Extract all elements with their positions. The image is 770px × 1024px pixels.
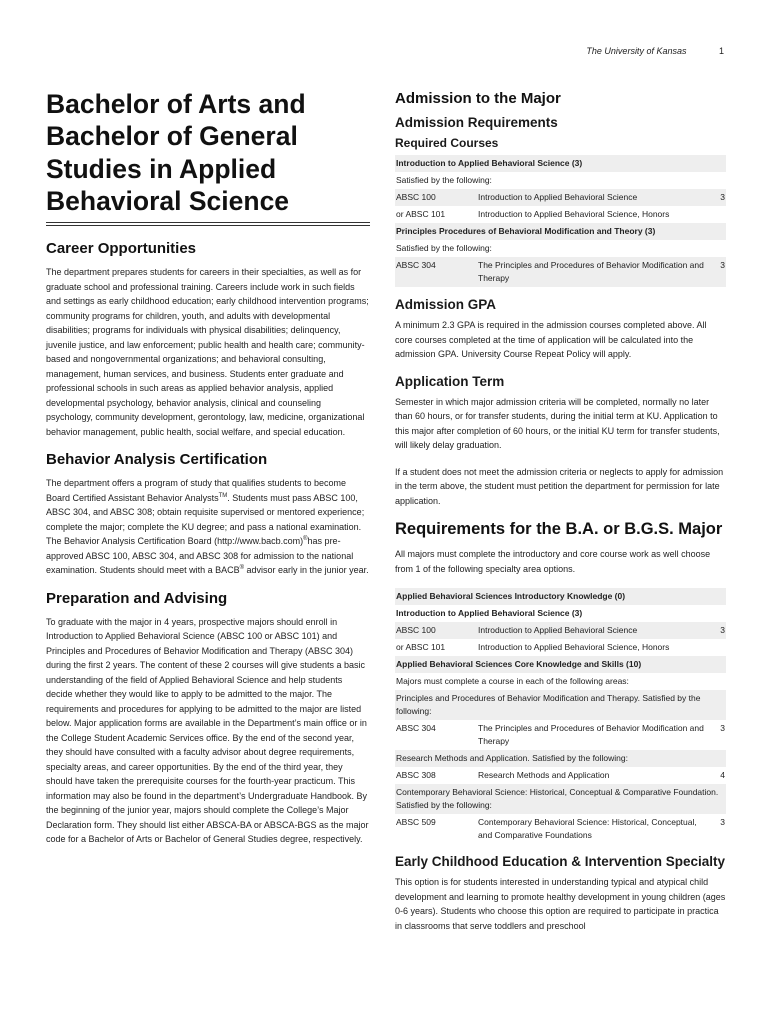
course-hours: 3 xyxy=(720,723,725,733)
note-text: Contemporary Behavioral Science: Historical, Conceptual & Comparative Foundation. Satisfied by the following: xyxy=(395,784,726,814)
career-heading: Career Opportunities xyxy=(46,240,197,258)
course-code: ABSC 304 xyxy=(396,723,436,733)
certification-text-1: The department offers a program of study that qualifies students to become Board Certified Assistant Behavior Analysts xyxy=(46,478,347,503)
trademark-symbol: TM xyxy=(218,492,228,499)
certification-text-4: advisor early in the junior year. xyxy=(244,565,369,576)
table-note xyxy=(395,673,726,690)
course-hours xyxy=(710,206,726,223)
application-term-body: Semester in which major admission criteria will be completed, normally no later than 60 hours, or for transfer students, during the initial term at KU. Application to this major after completion of 60 hours, or the initial KU term for transfer students, will likely delay graduation. xyxy=(395,396,720,450)
course-code: ABSC 304 xyxy=(395,257,477,287)
admission-heading: Admission to the Major xyxy=(395,90,561,107)
career-body: The department prepares students for careers in their specialties, as well as for graduate school and professional training. Careers include work in such fields and settings as early childhood education; early childhood intervention programs; community programs for children, youth, and adults with developmental disabilities; programs for individuals with physical disabilities; delinquency, juvenile justice, and law enforcement; public health and health care; community-based and nongovernmental organizations; and behavioral consulting, management, human services, and business. Students enter graduate and professional schools in such areas as applied behavior analysis, applied developmental psychology, behavior analysis, clinical and counseling psychology, community development, gerontology, law, medicine, organizational behavior management, public health, social welfare, and special education. xyxy=(46,267,369,437)
note-text: Satisfied by the following: xyxy=(396,243,492,253)
course-title: Introduction to Applied Behavioral Science xyxy=(477,189,710,206)
certification-heading: Behavior Analysis Certification xyxy=(46,451,268,469)
course-code: or ABSC 101 xyxy=(396,209,446,219)
title-rule xyxy=(46,222,370,226)
university-name: The University of Kansas xyxy=(586,46,687,56)
course-row xyxy=(395,257,726,287)
preparation-heading: Preparation and Advising xyxy=(46,589,228,607)
left-column xyxy=(46,88,370,859)
note-text: Majors must complete a course in each of the following areas: xyxy=(396,676,629,686)
preparation-body: To graduate with the major in 4 years, prospective majors should enroll in Introduction to Applied Behavioral Science (ABSC 100 or ABSC 101) and Principles and Procedures of Behavior Modification and Therapy (ABSC 304) during the first 2 years. The content of these 2 courses will give students a basic understanding of the field of Applied Behavioral Science and help students decide whether they would like to apply to be admitted to the major. The requirements and procedures for applying to be admitted to the major are listed below. Major application forms are available in the Department’s main office or in the College Student Academic Services office. By the end of the second year, they should have consulted with a faculty advisor about degree requirements, specialty areas, and career opportunities. By the end of the third year, they should have taken the prerequisite courses for the fourth-year practicum. This information may also be found in the department’s Undergraduate Handbook. By the beginning of the junior year, majors should complete the College’s Major Declaration form. They should list either ABSCA-BA or ABSCA-BGS as the major code for a Bachelor of Arts or Bachelor of General Studies degree, respectively. xyxy=(46,616,369,845)
section-header-text: Applied Behavioral Sciences Core Knowledge and Skills (10) xyxy=(395,656,726,673)
course-hours: 3 xyxy=(720,817,725,827)
admission-gpa-body: A minimum 2.3 GPA is required in the admission courses completed above. All core courses completed at the time of application will be calculated into the admission GPA. University Course Repeat Policy will apply. xyxy=(395,320,707,359)
section-header-text: Principles Procedures of Behavioral Modification and Theory (3) xyxy=(395,223,726,240)
table-section-header xyxy=(395,656,726,673)
course-title: Introduction to Applied Behavioral Science xyxy=(477,622,710,639)
course-hours xyxy=(710,639,726,656)
course-row xyxy=(395,720,726,750)
course-title: The Principles and Procedures of Behavior Modification and Therapy xyxy=(478,723,704,746)
course-title: Research Methods and Application xyxy=(478,770,610,780)
course-title: The Principles and Procedures of Behavior Modification and Therapy xyxy=(477,257,710,287)
table-note xyxy=(395,172,726,189)
course-row xyxy=(395,639,726,656)
course-code: ABSC 509 xyxy=(396,817,436,827)
table-section-header xyxy=(395,588,726,605)
required-courses-heading: Required Courses xyxy=(395,136,499,150)
table-section-header xyxy=(395,223,726,240)
running-header xyxy=(586,46,724,56)
registered-symbol: ® xyxy=(239,565,245,572)
table-note xyxy=(395,240,726,257)
requirements-intro: All majors must complete the introductory and core course work as well choose from 1 of the following specialty area options. xyxy=(395,549,711,574)
course-code: ABSC 100 xyxy=(395,189,477,206)
course-title: Introduction to Applied Behavioral Science, Honors xyxy=(478,209,670,219)
course-code: or ABSC 101 xyxy=(396,642,446,652)
course-title: Introduction to Applied Behavioral Science, Honors xyxy=(478,642,670,652)
right-column xyxy=(395,90,726,945)
section-header-text: Introduction to Applied Behavioral Science (3) xyxy=(395,155,726,172)
page-title: Bachelor of Arts and Bachelor of General Studies in Applied Behavioral Science xyxy=(46,89,306,216)
course-hours: 4 xyxy=(720,770,725,780)
course-title: Contemporary Behavioral Science: Historical, Conceptual, and Comparative Foundations xyxy=(478,817,697,840)
certification-text-3: has pre-approved ABSC 100, ABSC 304, and ABSC 308 for admission to the national examination. Students should meet with a BACB xyxy=(46,536,354,576)
section-header-text: Introduction to Applied Behavioral Science (3) xyxy=(396,608,583,618)
table-section-header xyxy=(395,605,726,622)
registered-symbol: ® xyxy=(303,536,308,543)
course-code: ABSC 308 xyxy=(396,770,436,780)
early-childhood-heading: Early Childhood Education & Intervention Specialty xyxy=(395,854,726,869)
certification-body xyxy=(46,476,370,578)
requirements-heading: Requirements for the B.A. or B.G.S. Major xyxy=(395,520,723,538)
admission-requirements-heading: Admission Requirements xyxy=(395,115,558,130)
section-header-text: Applied Behavioral Sciences Introductory Knowledge (0) xyxy=(395,588,726,605)
table-note xyxy=(395,690,726,720)
note-text: Principles and Procedures of Behavior Modification and Therapy. Satisfied by the following: xyxy=(395,690,726,720)
admission-gpa-heading: Admission GPA xyxy=(395,297,497,312)
course-row xyxy=(395,814,726,844)
course-row xyxy=(395,622,726,639)
page-number: 1 xyxy=(718,46,724,56)
table-note xyxy=(395,750,726,767)
early-childhood-body: This option is for students interested in understanding typical and atypical child development and learning to promote healthy development in young children (ages 0-6 years). Students who choose this option are required to participate in practica in classrooms that serve toddlers and preschool xyxy=(395,877,726,931)
course-hours: 3 xyxy=(710,257,726,287)
late-application-body: If a student does not meet the admission criteria or neglects to apply for admission in the term above, the student must petition the department for permission for late application. xyxy=(395,466,724,506)
course-code: ABSC 100 xyxy=(395,622,477,639)
course-row xyxy=(395,189,726,206)
requirements-course-table xyxy=(395,588,726,844)
course-row xyxy=(395,767,726,784)
note-text: Research Methods and Application. Satisfied by the following: xyxy=(395,750,726,767)
course-row xyxy=(395,206,726,223)
note-text: Satisfied by the following: xyxy=(396,175,492,185)
admission-course-table xyxy=(395,155,726,287)
course-hours: 3 xyxy=(710,189,726,206)
course-hours: 3 xyxy=(710,622,726,639)
table-section-header xyxy=(395,155,726,172)
certification-text-2: . Students must pass ABSC 100, ABSC 304, and ABSC 308; obtain requisite supervised or mentored experience; complete the major; complete the KU degree; and pass a national examination. The Behavior Analysis Certification Board (http://www.bacb.com) xyxy=(46,492,365,547)
table-note xyxy=(395,784,726,814)
application-term-heading: Application Term xyxy=(395,373,505,389)
